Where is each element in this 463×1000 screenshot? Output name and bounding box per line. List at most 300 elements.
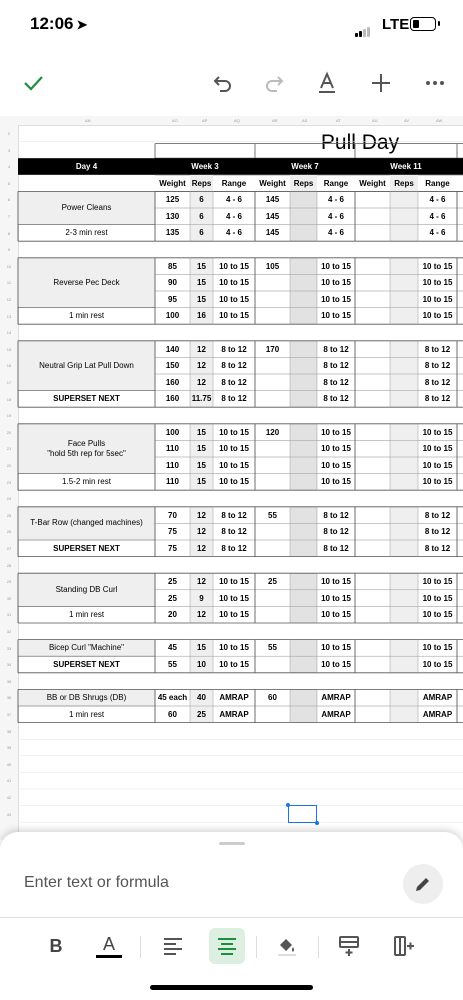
set-cell[interactable] [255,357,290,374]
row-number[interactable]: 32 [6,629,12,634]
set-cell[interactable] [390,424,418,441]
set-cell[interactable]: 10 to 15 [321,659,351,669]
set-cell[interactable]: 10 to 15 [422,278,453,288]
drag-handle[interactable] [219,842,245,845]
set-cell[interactable]: 25 [168,593,177,603]
set-cell[interactable] [255,656,290,673]
set-cell[interactable]: 12 [197,510,206,520]
set-cell[interactable]: 10 to 15 [422,427,453,437]
column-subheader[interactable]: Range [323,178,349,188]
set-cell[interactable]: 10 to 15 [219,261,249,271]
row-number[interactable]: 16 [6,363,12,369]
set-cell[interactable]: 15 [197,444,206,454]
set-cell[interactable]: 10 to 15 [321,593,351,603]
set-cell[interactable] [255,590,290,607]
set-cell[interactable] [390,573,418,590]
set-cell[interactable]: 8 to 12 [221,361,247,371]
set-cell[interactable]: 10 to 15 [219,576,249,586]
set-cell[interactable]: 10 to 15 [219,460,249,470]
set-cell[interactable]: 8 to 12 [323,344,349,354]
set-cell[interactable]: 16 [197,311,206,321]
set-cell[interactable] [355,656,390,673]
row-number[interactable]: 33 [6,645,12,651]
set-cell[interactable]: 15 [197,643,206,653]
set-cell[interactable]: 45 [168,643,177,653]
set-cell[interactable] [255,540,290,557]
set-cell[interactable] [255,523,290,540]
set-cell[interactable]: 145 [265,211,280,221]
row-number[interactable]: 29 [6,579,12,585]
row-number[interactable]: 12 [6,297,12,302]
set-cell[interactable]: 15 [197,427,206,437]
set-cell[interactable]: 12 [197,377,206,387]
set-cell[interactable] [290,208,317,225]
align-center-icon[interactable] [209,928,245,964]
column-subheader[interactable]: Range [425,178,450,188]
set-cell[interactable] [390,706,418,723]
column-subheader[interactable]: Weight [359,178,386,188]
row-number[interactable]: 5 [7,180,11,186]
set-cell[interactable]: 10 to 15 [422,477,453,487]
set-cell[interactable]: 85 [168,261,177,271]
exercise-name[interactable] [18,573,155,606]
set-cell[interactable] [290,590,317,607]
week-header[interactable]: Week 7 [291,161,319,171]
set-cell[interactable]: 10 to 15 [321,576,351,586]
set-cell[interactable] [390,258,418,275]
exercise-note[interactable]: 1 min rest [68,311,105,321]
row-number[interactable]: 34 [6,662,12,668]
column-subheader[interactable]: Reps [390,175,418,192]
set-cell[interactable]: 8 to 12 [424,510,451,520]
set-cell[interactable]: 10 to 15 [321,427,351,437]
text-color-button[interactable] [91,928,127,964]
set-cell[interactable] [290,606,317,623]
set-cell[interactable]: 4 - 6 [225,195,242,205]
row-number[interactable]: 42 [6,795,12,800]
set-cell[interactable]: 150 [165,361,180,371]
selection-handle-bottom[interactable] [315,821,319,825]
set-cell[interactable] [290,474,317,491]
set-cell[interactable] [355,706,390,723]
set-cell[interactable]: 15 [197,294,206,304]
row-number[interactable]: 13 [6,313,12,319]
done-check-icon[interactable] [18,68,48,98]
set-cell[interactable]: 20 [168,610,177,620]
row-number[interactable]: 3 [7,147,11,153]
column-letter[interactable]: AU [372,118,378,123]
set-cell[interactable]: 160 [165,394,180,404]
set-cell[interactable]: 70 [168,510,177,520]
exercise-note[interactable]: SUPERSET NEXT [53,543,120,553]
exercise-name[interactable] [18,341,155,391]
set-cell[interactable]: 10 to 15 [219,444,249,454]
set-cell[interactable]: 15 [197,460,206,470]
set-cell[interactable]: 8 to 12 [323,510,349,520]
set-cell[interactable] [290,291,317,308]
set-cell[interactable]: 4 - 6 [327,195,344,205]
row-number[interactable]: 4 [7,164,11,170]
set-cell[interactable] [290,391,317,408]
column-subheader[interactable]: Weight [259,178,286,188]
set-cell[interactable]: 60 [168,709,177,719]
row-number[interactable]: 26 [6,529,12,535]
day-header[interactable]: Day 4 [75,161,98,171]
set-cell[interactable] [390,274,418,291]
set-cell[interactable]: AMRAP [422,693,453,703]
row-number[interactable]: 11 [6,280,12,286]
set-cell[interactable]: 135 [165,228,180,238]
set-cell[interactable]: 130 [165,211,180,221]
set-cell[interactable]: 8 to 12 [221,543,247,553]
set-cell[interactable] [290,374,317,391]
exercise-note[interactable]: SUPERSET NEXT [53,394,120,404]
column-letter[interactable]: AO [172,118,178,123]
row-number[interactable]: 35 [6,678,12,684]
set-cell[interactable] [290,523,317,540]
set-cell[interactable]: 8 to 12 [424,394,451,404]
set-cell[interactable]: 8 to 12 [424,377,451,387]
set-cell[interactable]: AMRAP [321,693,351,703]
set-cell[interactable] [255,274,290,291]
set-cell[interactable] [390,191,418,208]
column-subheader[interactable]: Range [221,178,247,188]
insert-row-icon[interactable] [331,928,367,964]
set-cell[interactable]: 170 [265,344,280,354]
set-cell[interactable] [255,474,290,491]
row-number[interactable]: 21 [6,446,12,452]
set-cell[interactable] [290,274,317,291]
set-cell[interactable]: 8 to 12 [323,543,349,553]
set-cell[interactable]: 4 - 6 [327,211,344,221]
row-number[interactable]: 31 [6,612,12,618]
set-cell[interactable] [355,640,390,657]
set-cell[interactable]: 10 to 15 [422,444,453,454]
row-number[interactable]: 37 [6,712,12,717]
set-cell[interactable]: 10 to 15 [422,593,453,603]
set-cell[interactable]: 10 to 15 [321,444,351,454]
set-cell[interactable]: 10 to 15 [321,261,351,271]
set-cell[interactable] [390,357,418,374]
exercise-note[interactable]: SUPERSET NEXT [53,659,120,669]
set-cell[interactable] [355,225,390,242]
column-letter[interactable]: AR [272,118,278,123]
set-cell[interactable] [390,523,418,540]
set-cell[interactable] [355,689,390,706]
column-subheader[interactable]: Weight [159,178,186,188]
text-format-icon[interactable] [312,68,342,98]
row-number[interactable]: 38 [6,728,12,734]
set-cell[interactable] [355,191,390,208]
set-cell[interactable]: 25 [268,576,277,586]
set-cell[interactable]: 105 [265,261,280,271]
row-number[interactable]: 8 [7,230,11,236]
set-cell[interactable] [290,424,317,441]
set-cell[interactable]: 15 [197,278,206,288]
set-cell[interactable] [355,357,390,374]
set-cell[interactable] [390,341,418,358]
set-cell[interactable]: 12 [197,361,206,371]
column-letter[interactable]: AP [202,118,208,123]
exercise-name[interactable] [18,258,155,308]
set-cell[interactable]: 8 to 12 [323,527,349,537]
set-cell[interactable] [390,440,418,457]
exercise-note[interactable]: 1.5-2 min rest [62,477,111,487]
row-number[interactable]: 28 [6,562,12,568]
exercise-note[interactable]: 1 min rest [68,709,105,719]
set-cell[interactable] [390,540,418,557]
set-cell[interactable] [390,656,418,673]
set-cell[interactable] [255,440,290,457]
set-cell[interactable] [355,573,390,590]
set-cell[interactable]: AMRAP [219,693,249,703]
align-left-icon[interactable] [155,928,191,964]
set-cell[interactable]: 10 to 15 [219,593,249,603]
set-cell[interactable]: 45 each [157,693,188,703]
set-cell[interactable] [355,291,390,308]
set-cell[interactable]: 8 to 12 [424,361,451,371]
set-cell[interactable]: 15 [197,261,206,271]
set-cell[interactable]: 10 to 15 [422,311,453,321]
set-cell[interactable] [390,590,418,607]
set-cell[interactable]: 10 to 15 [321,643,351,653]
set-cell[interactable] [290,540,317,557]
set-cell[interactable] [255,706,290,723]
set-cell[interactable]: 12 [197,576,206,586]
set-cell[interactable] [355,507,390,524]
set-cell[interactable]: 55 [268,643,277,653]
set-cell[interactable]: 10 to 15 [219,610,249,620]
set-cell[interactable]: AMRAP [321,709,351,719]
spreadsheet-grid[interactable] [0,125,463,840]
set-cell[interactable]: 10 to 15 [422,643,453,653]
set-cell[interactable]: 10 to 15 [219,311,249,321]
week-header[interactable]: Week 3 [191,161,219,171]
set-cell[interactable] [255,291,290,308]
set-cell[interactable]: 4 - 6 [225,211,242,221]
set-cell[interactable]: 140 [165,344,180,354]
set-cell[interactable] [290,225,317,242]
set-cell[interactable]: 8 to 12 [221,510,247,520]
column-letter[interactable]: AS [302,118,308,123]
set-cell[interactable] [390,208,418,225]
set-cell[interactable]: 145 [265,228,280,238]
exercise-name[interactable] [18,689,155,706]
set-cell[interactable] [290,357,317,374]
set-cell[interactable]: 10 to 15 [422,576,453,586]
row-number[interactable]: 36 [6,695,12,701]
set-cell[interactable] [290,689,317,706]
cell-selection[interactable] [288,805,317,823]
set-cell[interactable]: 75 [168,527,177,537]
more-options-icon[interactable] [420,68,450,98]
set-cell[interactable]: 100 [165,311,180,321]
set-cell[interactable] [290,308,317,325]
set-cell[interactable]: 10 to 15 [422,460,453,470]
set-cell[interactable]: 10 to 15 [219,278,249,288]
undo-icon[interactable] [208,68,238,98]
row-number[interactable]: 19 [6,413,12,419]
edit-pencil-icon[interactable] [403,864,443,904]
set-cell[interactable]: 10 to 15 [219,427,249,437]
set-cell[interactable]: 11.75 [191,394,212,404]
set-cell[interactable]: 95 [168,294,177,304]
set-cell[interactable] [290,341,317,358]
set-cell[interactable]: 4 - 6 [225,228,242,238]
set-cell[interactable] [290,507,317,524]
set-cell[interactable]: 120 [265,427,280,437]
set-cell[interactable] [390,457,418,474]
row-number[interactable]: 23 [6,479,12,485]
set-cell[interactable]: 10 to 15 [422,659,453,669]
set-cell[interactable]: 4 - 6 [429,195,446,205]
set-cell[interactable]: AMRAP [422,709,453,719]
exercise-note[interactable]: 1 min rest [68,610,105,620]
set-cell[interactable] [355,606,390,623]
set-cell[interactable] [390,291,418,308]
set-cell[interactable]: 60 [268,693,277,703]
set-cell[interactable]: 10 to 15 [321,460,351,470]
row-number[interactable]: 43 [6,811,12,817]
set-cell[interactable] [255,374,290,391]
row-number[interactable]: 2 [7,131,11,136]
set-cell[interactable]: 110 [166,444,179,454]
set-cell[interactable] [390,374,418,391]
row-number[interactable]: 27 [6,546,12,551]
set-cell[interactable] [355,540,390,557]
column-letter[interactable]: AW [436,118,443,123]
set-cell[interactable]: 12 [197,344,206,354]
row-number[interactable]: 24 [6,496,12,502]
set-cell[interactable]: 145 [265,195,280,205]
set-cell[interactable] [255,308,290,325]
set-cell[interactable] [355,523,390,540]
set-cell[interactable]: 10 to 15 [321,610,351,620]
set-cell[interactable] [390,606,418,623]
set-cell[interactable]: 40 [197,693,206,703]
set-cell[interactable] [290,640,317,657]
exercise-name[interactable] [18,191,155,224]
formula-input[interactable]: Enter text or formula [24,874,169,891]
set-cell[interactable]: 12 [197,527,206,537]
column-letter[interactable]: AV [404,118,410,123]
bold-button[interactable] [38,928,74,964]
set-cell[interactable]: 6 [199,195,204,205]
set-cell[interactable] [390,507,418,524]
set-cell[interactable] [355,341,390,358]
set-cell[interactable]: 6 [199,211,204,221]
set-cell[interactable]: 8 to 12 [424,527,451,537]
set-cell[interactable] [355,274,390,291]
fill-color-icon[interactable] [269,928,305,964]
set-cell[interactable]: 10 to 15 [321,294,351,304]
set-cell[interactable]: 12 [197,610,206,620]
set-cell[interactable]: 10 to 15 [321,477,351,487]
row-number[interactable]: 10 [6,263,12,269]
set-cell[interactable]: 10 to 15 [219,643,249,653]
set-cell[interactable]: 10 to 15 [219,294,249,304]
set-cell[interactable]: 8 to 12 [221,377,247,387]
set-cell[interactable] [255,606,290,623]
set-cell[interactable]: 160 [165,377,180,387]
exercise-name[interactable] [18,640,155,657]
set-cell[interactable] [390,391,418,408]
set-cell[interactable] [290,258,317,275]
set-cell[interactable]: 4 - 6 [327,228,344,238]
sheet-title[interactable]: Pull Day [320,131,400,154]
set-cell[interactable]: 9 [199,593,204,603]
set-cell[interactable]: 12 [197,543,206,553]
week-header[interactable]: Week 11 [390,161,422,171]
set-cell[interactable] [355,440,390,457]
row-number[interactable]: 20 [6,429,12,435]
set-cell[interactable] [355,208,390,225]
row-number[interactable]: 7 [7,214,11,219]
set-cell[interactable]: 4 - 6 [429,228,446,238]
set-cell[interactable]: 8 to 12 [323,394,349,404]
row-number[interactable]: 39 [6,745,12,751]
column-letter[interactable]: AN [85,118,91,123]
column-subheader[interactable]: Reps [190,175,213,192]
row-number[interactable]: 18 [6,396,12,402]
set-cell[interactable]: 8 to 12 [323,377,349,387]
row-number[interactable]: 22 [6,463,12,468]
column-subheader[interactable]: Reps [290,175,317,192]
row-number[interactable]: 6 [7,197,11,203]
set-cell[interactable]: 25 [197,709,206,719]
set-cell[interactable]: 90 [168,278,177,288]
set-cell[interactable]: 10 [197,659,206,669]
set-cell[interactable] [290,656,317,673]
set-cell[interactable]: 8 to 12 [424,543,451,553]
set-cell[interactable] [355,424,390,441]
set-cell[interactable]: 8 to 12 [221,344,247,354]
set-cell[interactable] [255,457,290,474]
row-number[interactable]: 41 [6,778,12,784]
insert-column-icon[interactable] [386,928,422,964]
set-cell[interactable] [290,457,317,474]
row-number[interactable]: 40 [6,761,12,767]
set-cell[interactable] [355,308,390,325]
column-letter[interactable]: AT [336,118,341,123]
row-number[interactable]: 25 [6,512,12,518]
set-cell[interactable]: 10 to 15 [219,659,249,669]
set-cell[interactable]: 10 to 15 [422,294,453,304]
redo-icon[interactable] [259,68,289,98]
column-letter[interactable]: AQ [234,118,240,123]
set-cell[interactable]: 55 [268,510,277,520]
set-cell[interactable]: 100 [165,427,180,437]
set-cell[interactable] [390,689,418,706]
set-cell[interactable] [290,573,317,590]
set-cell[interactable]: 125 [165,195,180,205]
insert-plus-icon[interactable] [366,68,396,98]
set-cell[interactable]: 10 to 15 [219,477,249,487]
set-cell[interactable]: 6 [199,228,204,238]
set-cell[interactable]: AMRAP [219,709,249,719]
set-cell[interactable] [355,590,390,607]
set-cell[interactable]: 55 [168,659,177,669]
set-cell[interactable]: 110 [166,477,179,487]
exercise-note[interactable]: 2-3 min rest [65,228,108,238]
set-cell[interactable]: 110 [166,460,179,470]
selection-handle-top[interactable] [286,803,290,807]
exercise-name[interactable] [18,424,155,474]
set-cell[interactable] [390,308,418,325]
set-cell[interactable] [390,474,418,491]
set-cell[interactable]: 15 [197,477,206,487]
set-cell[interactable]: 4 - 6 [429,211,446,221]
